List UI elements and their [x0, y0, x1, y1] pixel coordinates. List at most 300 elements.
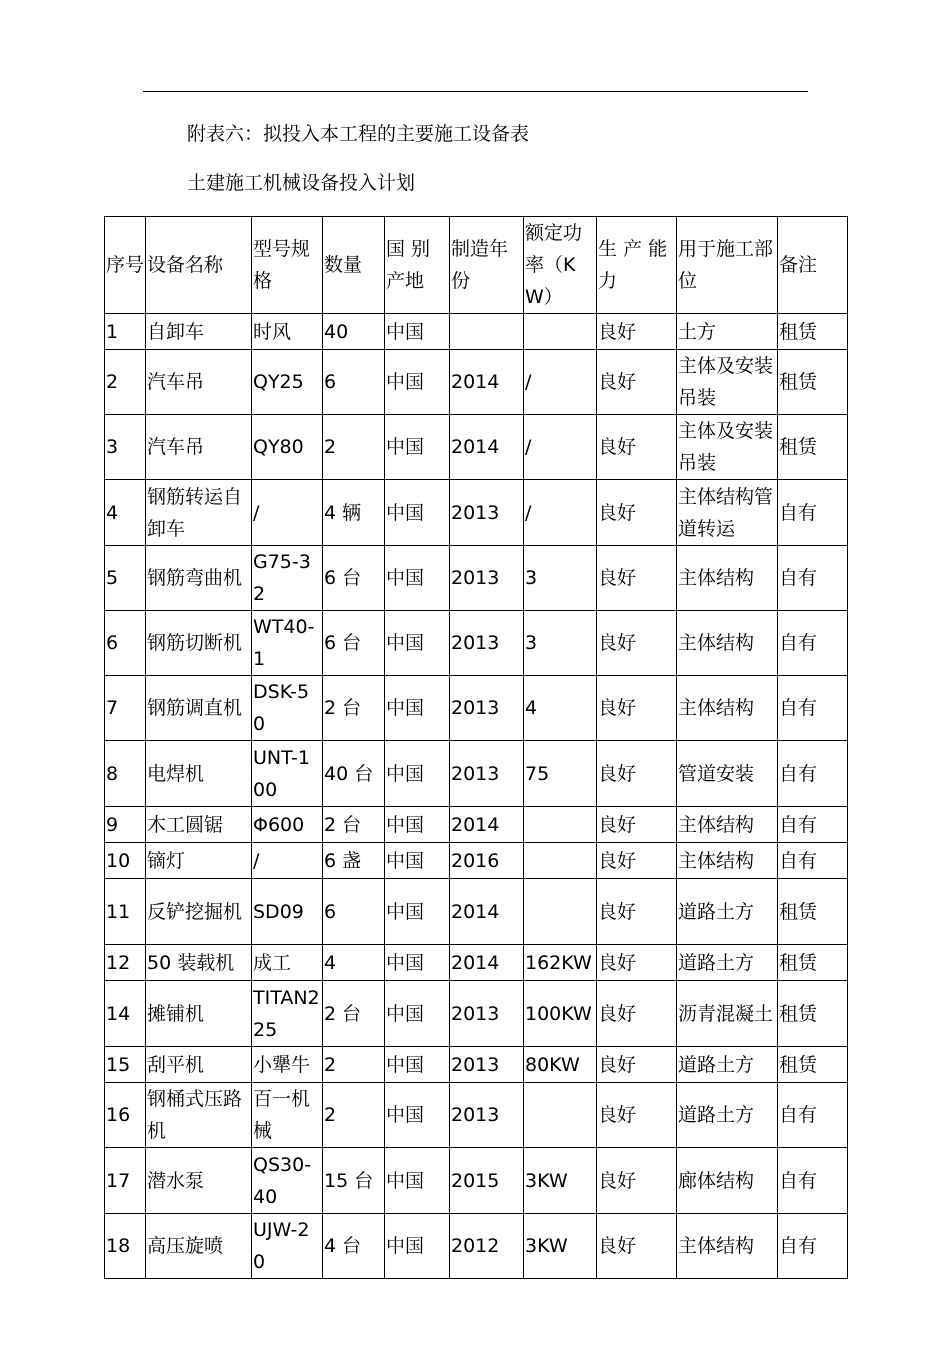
cell-text: 2 台	[324, 697, 362, 719]
table-cell	[677, 945, 778, 981]
cell-text: 2013	[451, 697, 500, 719]
top-rule	[143, 91, 808, 92]
table-cell	[524, 843, 597, 879]
table-cell	[385, 676, 450, 741]
table-cell	[597, 1148, 677, 1214]
table-row	[105, 945, 848, 981]
table-cell	[450, 1083, 524, 1148]
table-cell	[778, 981, 848, 1047]
cell-text: 2013	[451, 501, 500, 524]
cell-text: 2013	[451, 567, 500, 589]
table-cell	[146, 981, 252, 1047]
table-cell	[252, 546, 323, 611]
cell-text: TITAN225	[253, 986, 320, 1041]
cell-text: 2 台	[324, 1002, 362, 1025]
table-cell	[778, 879, 848, 945]
cell-text: 2014	[451, 951, 500, 974]
table-cell	[677, 843, 778, 879]
table-cell	[105, 741, 146, 807]
table-cell	[778, 1083, 848, 1148]
table-cell	[323, 1148, 385, 1214]
table-cell	[323, 981, 385, 1047]
table-cell	[524, 415, 597, 480]
table-row	[105, 350, 848, 415]
table-cell	[597, 843, 677, 879]
cell-text: 钢筋调直机	[147, 697, 243, 719]
cell-text: 18	[106, 1235, 131, 1257]
table-cell	[252, 843, 323, 879]
cell-text: 成工	[253, 951, 292, 974]
cell-text: 11	[106, 900, 131, 923]
cell-text: 6	[324, 900, 337, 923]
table-row	[105, 807, 848, 843]
cell-text: 租赁	[779, 436, 818, 458]
table-cell	[385, 843, 450, 879]
header-text: 数量	[324, 254, 363, 276]
cell-text: 2013	[451, 1053, 500, 1076]
cell-text: 镝灯	[147, 849, 186, 872]
table-cell	[677, 611, 778, 676]
cell-text: 租赁	[779, 900, 818, 923]
table-cell	[385, 611, 450, 676]
cell-text: 6 台	[324, 632, 362, 654]
table-cell	[385, 981, 450, 1047]
table-cell	[597, 350, 677, 415]
table-cell	[252, 945, 323, 981]
cell-text: 中国	[386, 632, 425, 654]
cell-text: 道路土方	[678, 951, 755, 974]
table-cell	[105, 843, 146, 879]
table-cell	[146, 807, 252, 843]
cell-text: 良好	[598, 567, 637, 589]
table-cell	[252, 676, 323, 741]
table-cell	[524, 350, 597, 415]
table-row	[105, 676, 848, 741]
table-cell	[524, 879, 597, 945]
table-cell	[146, 879, 252, 945]
table-cell	[597, 314, 677, 350]
table-title: 附表六：拟投入本工程的主要施工设备表	[187, 123, 530, 145]
cell-text: 自有	[779, 697, 818, 719]
cell-text: 40 台	[324, 762, 374, 785]
table-row	[105, 1047, 848, 1083]
cell-text: 4	[525, 697, 538, 719]
table-cell	[252, 879, 323, 945]
table-cell	[677, 415, 778, 480]
cell-text: 3KW	[525, 1235, 568, 1257]
table-row	[105, 611, 848, 676]
cell-text: 4 台	[324, 1235, 362, 1257]
cell-text: 6 台	[324, 567, 362, 589]
table-cell	[146, 314, 252, 350]
cell-text: 10	[106, 849, 131, 872]
table-cell	[146, 480, 252, 546]
cell-text: 2014	[451, 900, 500, 923]
cell-text: 2	[324, 436, 337, 458]
table-cell	[450, 1214, 524, 1279]
cell-text: 50 装载机	[147, 951, 235, 974]
cell-text: DSK-50	[253, 681, 310, 735]
cell-text: 沥青混凝土	[678, 1002, 774, 1025]
table-cell	[105, 350, 146, 415]
cell-text: 良好	[598, 501, 637, 524]
cell-text: UNT-100	[253, 746, 310, 801]
table-cell	[252, 314, 323, 350]
table-cell	[323, 314, 385, 350]
cell-text: 潜水泵	[147, 1169, 205, 1192]
table-cell	[252, 981, 323, 1047]
cell-text: Φ600	[253, 813, 305, 836]
cell-text: 自有	[779, 1169, 818, 1192]
table-cell	[252, 741, 323, 807]
table-cell	[105, 981, 146, 1047]
table-cell	[450, 1148, 524, 1214]
table-cell	[677, 546, 778, 611]
cell-text: 钢桶式压路机	[147, 1088, 243, 1142]
table-cell	[597, 1047, 677, 1083]
table-cell	[385, 1148, 450, 1214]
header-text: 备注	[779, 254, 818, 276]
table-cell	[778, 415, 848, 480]
table-row	[105, 741, 848, 807]
table-cell	[146, 676, 252, 741]
table-cell	[524, 1047, 597, 1083]
table-cell	[105, 807, 146, 843]
table-cell	[385, 945, 450, 981]
cell-text: 40	[324, 320, 349, 343]
table-cell	[323, 480, 385, 546]
table-row	[105, 843, 848, 879]
table-cell	[450, 350, 524, 415]
cell-text: 4	[324, 951, 337, 974]
cell-text: UJW-20	[253, 1219, 310, 1273]
table-cell	[677, 1083, 778, 1148]
table-cell	[778, 843, 848, 879]
cell-text: 2013	[451, 1104, 500, 1126]
table-cell	[450, 741, 524, 807]
cell-text: 钢筋转运自卸车	[147, 485, 243, 540]
cell-text: 15	[106, 1053, 131, 1076]
table-cell	[450, 546, 524, 611]
cell-text: 主体结构管道转运	[678, 485, 774, 540]
cell-text: 良好	[598, 1053, 637, 1076]
cell-text: 2013	[451, 1002, 500, 1025]
header-cell	[323, 217, 385, 314]
table-cell	[524, 1148, 597, 1214]
cell-text: 3KW	[525, 1169, 568, 1192]
cell-text: 中国	[386, 951, 425, 974]
cell-text: 时风	[253, 320, 292, 343]
table-cell	[778, 350, 848, 415]
cell-text: 良好	[598, 320, 637, 343]
table-cell	[450, 843, 524, 879]
cell-text: 良好	[598, 632, 637, 654]
table-cell	[597, 879, 677, 945]
equipment-table-body	[105, 217, 848, 1279]
table-cell	[385, 807, 450, 843]
table-cell	[105, 676, 146, 741]
cell-text: 中国	[386, 1235, 425, 1257]
cell-text: 2	[106, 371, 119, 393]
table-cell	[778, 1214, 848, 1279]
table-header-row	[105, 217, 848, 314]
cell-text: 良好	[598, 1235, 637, 1257]
table-cell	[105, 1083, 146, 1148]
cell-text: 6	[106, 632, 119, 654]
cell-text: 道路土方	[678, 1104, 755, 1126]
cell-text: 良好	[598, 813, 637, 836]
cell-text: 高压旋喷	[147, 1235, 224, 1257]
cell-text: QS30-40	[253, 1153, 312, 1208]
header-cell	[597, 217, 677, 314]
table-cell	[524, 546, 597, 611]
cell-text: 中国	[386, 849, 425, 872]
cell-text: 租赁	[779, 320, 818, 343]
cell-text: 9	[106, 813, 119, 836]
table-cell	[105, 1214, 146, 1279]
table-cell	[146, 415, 252, 480]
cell-text: 2013	[451, 632, 500, 654]
table-cell	[385, 1083, 450, 1148]
cell-text: 汽车吊	[147, 371, 205, 393]
table-cell	[323, 611, 385, 676]
table-cell	[677, 314, 778, 350]
cell-text: 土方	[678, 320, 717, 343]
cell-text: 自有	[779, 632, 818, 654]
cell-text: 主体结构	[678, 632, 755, 654]
cell-text: 自有	[779, 1235, 818, 1257]
table-cell	[450, 945, 524, 981]
table-cell	[450, 314, 524, 350]
cell-text: 良好	[598, 849, 637, 872]
cell-text: 良好	[598, 1169, 637, 1192]
header-text: 设备名称	[147, 254, 224, 276]
cell-text: 100KW	[525, 1002, 592, 1025]
table-cell	[385, 1214, 450, 1279]
table-cell	[597, 611, 677, 676]
cell-text: 良好	[598, 371, 637, 393]
table-cell	[323, 879, 385, 945]
table-cell	[105, 879, 146, 945]
table-cell	[385, 350, 450, 415]
table-subtitle: 土建施工机械设备投入计划	[187, 172, 416, 194]
table-cell	[677, 879, 778, 945]
header-cell	[524, 217, 597, 314]
header-cell	[146, 217, 252, 314]
cell-text: WT40-1	[253, 616, 315, 670]
cell-text: G75-32	[253, 551, 311, 605]
cell-text: /	[253, 849, 260, 872]
cell-text: 中国	[386, 371, 425, 393]
cell-text: 钢筋切断机	[147, 632, 243, 654]
table-cell	[597, 415, 677, 480]
cell-text: 主体结构	[678, 1235, 755, 1257]
cell-text: 2	[324, 1053, 337, 1076]
header-cell	[450, 217, 524, 314]
cell-text: 15 台	[324, 1169, 374, 1192]
table-cell	[524, 981, 597, 1047]
table-cell	[450, 981, 524, 1047]
table-cell	[597, 546, 677, 611]
table-cell	[252, 807, 323, 843]
cell-text: 良好	[598, 900, 637, 923]
cell-text: 汽车吊	[147, 436, 205, 458]
table-cell	[597, 1083, 677, 1148]
header-text: 用于施工部位	[678, 238, 774, 292]
cell-text: 80KW	[525, 1053, 580, 1076]
cell-text: 3	[525, 632, 538, 654]
table-cell	[524, 611, 597, 676]
table-cell	[323, 1083, 385, 1148]
cell-text: /	[253, 501, 260, 524]
table-cell	[385, 480, 450, 546]
table-cell	[597, 807, 677, 843]
cell-text: 刮平机	[147, 1053, 205, 1076]
table-cell	[146, 843, 252, 879]
table-cell	[323, 945, 385, 981]
cell-text: 中国	[386, 697, 425, 719]
table-cell	[677, 981, 778, 1047]
table-cell	[778, 546, 848, 611]
table-cell	[524, 314, 597, 350]
header-cell	[252, 217, 323, 314]
table-cell	[146, 945, 252, 981]
table-cell	[105, 480, 146, 546]
cell-text: 2 台	[324, 813, 362, 836]
cell-text: 管道安装	[678, 762, 755, 785]
cell-text: 良好	[598, 1104, 637, 1126]
table-cell	[323, 415, 385, 480]
table-cell	[677, 350, 778, 415]
table-cell	[677, 480, 778, 546]
table-cell	[252, 350, 323, 415]
header-cell	[677, 217, 778, 314]
cell-text: 自有	[779, 762, 818, 785]
table-cell	[105, 546, 146, 611]
cell-text: 良好	[598, 762, 637, 785]
table-cell	[677, 1214, 778, 1279]
cell-text: 中国	[386, 762, 425, 785]
cell-text: 2014	[451, 436, 500, 458]
table-cell	[677, 1148, 778, 1214]
table-cell	[778, 480, 848, 546]
cell-text: 百一机械	[253, 1088, 311, 1142]
table-cell	[778, 807, 848, 843]
cell-text: 租赁	[779, 1053, 818, 1076]
cell-text: 3	[525, 567, 538, 589]
header-text: 型号规格	[253, 238, 311, 292]
table-cell	[385, 314, 450, 350]
cell-text: 良好	[598, 1002, 637, 1025]
table-cell	[252, 1214, 323, 1279]
cell-text: 自有	[779, 501, 818, 524]
cell-text: 4 辆	[324, 501, 362, 524]
cell-text: 6	[324, 371, 337, 393]
table-cell	[450, 676, 524, 741]
cell-text: 良好	[598, 436, 637, 458]
table-cell	[323, 741, 385, 807]
cell-text: 7	[106, 697, 119, 719]
cell-text: 租赁	[779, 1002, 818, 1025]
cell-text: 14	[106, 1002, 131, 1025]
cell-text: 廊体结构	[678, 1169, 755, 1192]
cell-text: 2015	[451, 1169, 500, 1192]
table-cell	[450, 807, 524, 843]
table-cell	[778, 741, 848, 807]
table-row	[105, 1083, 848, 1148]
table-cell	[146, 741, 252, 807]
table-cell	[105, 611, 146, 676]
cell-text: 自有	[779, 813, 818, 836]
cell-text: 中国	[386, 567, 425, 589]
cell-text: 自卸车	[147, 320, 205, 343]
table-cell	[323, 1047, 385, 1083]
table-cell	[778, 945, 848, 981]
table-cell	[385, 546, 450, 611]
table-cell	[323, 807, 385, 843]
table-cell	[778, 314, 848, 350]
table-cell	[524, 480, 597, 546]
table-cell	[778, 676, 848, 741]
cell-text: 中国	[386, 1104, 425, 1126]
table-cell	[524, 741, 597, 807]
cell-text: /	[525, 436, 532, 458]
cell-text: 16	[106, 1104, 131, 1126]
table-cell	[105, 945, 146, 981]
table-cell	[105, 415, 146, 480]
table-cell	[146, 1083, 252, 1148]
table-cell	[385, 1047, 450, 1083]
table-cell	[385, 879, 450, 945]
table-cell	[450, 415, 524, 480]
cell-text: 3	[106, 436, 119, 458]
header-text: 生 产 能力	[598, 238, 668, 292]
table-cell	[597, 480, 677, 546]
table-row	[105, 1148, 848, 1214]
cell-text: 主体结构	[678, 697, 755, 719]
cell-text: 反铲挖掘机	[147, 900, 243, 923]
cell-text: QY80	[253, 436, 304, 458]
table-cell	[252, 415, 323, 480]
table-cell	[677, 807, 778, 843]
table-cell	[323, 1214, 385, 1279]
cell-text: 中国	[386, 501, 425, 524]
table-row	[105, 415, 848, 480]
cell-text: 小犟牛	[253, 1053, 311, 1076]
table-cell	[597, 981, 677, 1047]
table-cell	[597, 945, 677, 981]
cell-text: 中国	[386, 813, 425, 836]
cell-text: 主体及安装吊装	[678, 420, 774, 474]
table-cell	[450, 879, 524, 945]
table-row	[105, 546, 848, 611]
cell-text: 2014	[451, 813, 500, 836]
cell-text: /	[525, 371, 532, 393]
table-cell	[778, 611, 848, 676]
table-cell	[146, 1214, 252, 1279]
cell-text: 道路土方	[678, 900, 755, 923]
cell-text: 17	[106, 1169, 131, 1192]
table-cell	[778, 1047, 848, 1083]
table-cell	[252, 480, 323, 546]
cell-text: 中国	[386, 1053, 425, 1076]
table-cell	[146, 1148, 252, 1214]
table-cell	[252, 611, 323, 676]
cell-text: 自有	[779, 1104, 818, 1126]
cell-text: 12	[106, 951, 131, 974]
table-cell	[146, 546, 252, 611]
header-text: 序号	[106, 254, 145, 276]
